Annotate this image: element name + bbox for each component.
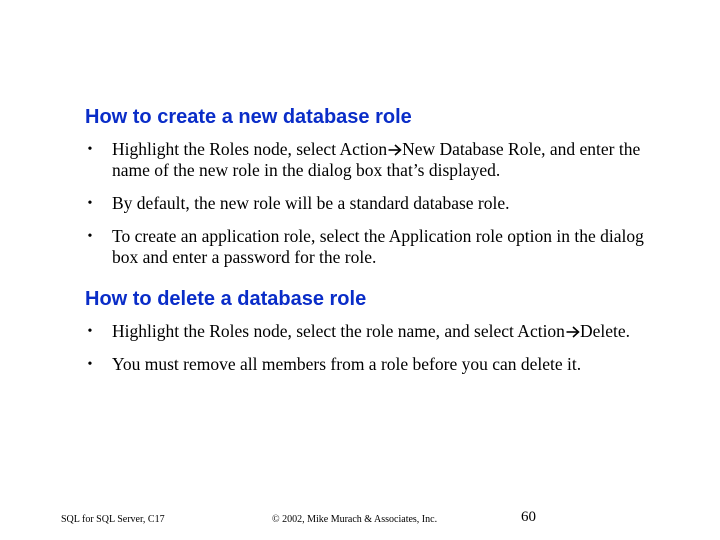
bullet-dot-icon: • [87,324,93,339]
bullet-dot-icon: • [87,357,93,372]
page-number: 60 [521,509,536,525]
bullet-text-part1: Highlight the Roles node, select Action [112,139,388,159]
bullet-dot-icon: • [87,229,93,244]
create-role-bullet-2 [84,193,664,214]
right-arrow-icon [566,326,580,338]
create-role-bullet-1 [84,139,664,181]
delete-role-bullet-list [84,321,664,375]
footer-course-label: SQL for SQL Server, C17 [61,514,165,525]
create-role-bullet-list [84,139,664,268]
footer-copyright: © 2002, Mike Murach & Associates, Inc. [272,514,438,525]
delete-role-bullet-1 [84,321,664,342]
bullet-text-part2: Delete. [579,321,630,341]
bullet-text: By default, the new role will be a standard database role. [112,193,510,213]
bullet-text: To create an application role, select the Application role option in the dialog box and enter a password for the role. [112,226,644,267]
create-role-bullet-3 [84,226,664,268]
bullet-text: You must remove all members from a role before you can delete it. [112,354,582,374]
delete-role-bullet-2 [84,354,664,375]
bullet-dot-icon: • [87,196,93,211]
create-role-heading: How to create a new database role [85,106,412,128]
bullet-text-part1: Highlight the Roles node, select the role name, and select Action [112,321,565,341]
bullet-text-part2: New Database Role, and enter the name of the new role in the dialog box that’s displayed. [112,139,641,180]
right-arrow-icon [388,144,402,156]
bullet-dot-icon: • [87,142,93,157]
delete-role-heading: How to delete a database role [85,288,367,310]
